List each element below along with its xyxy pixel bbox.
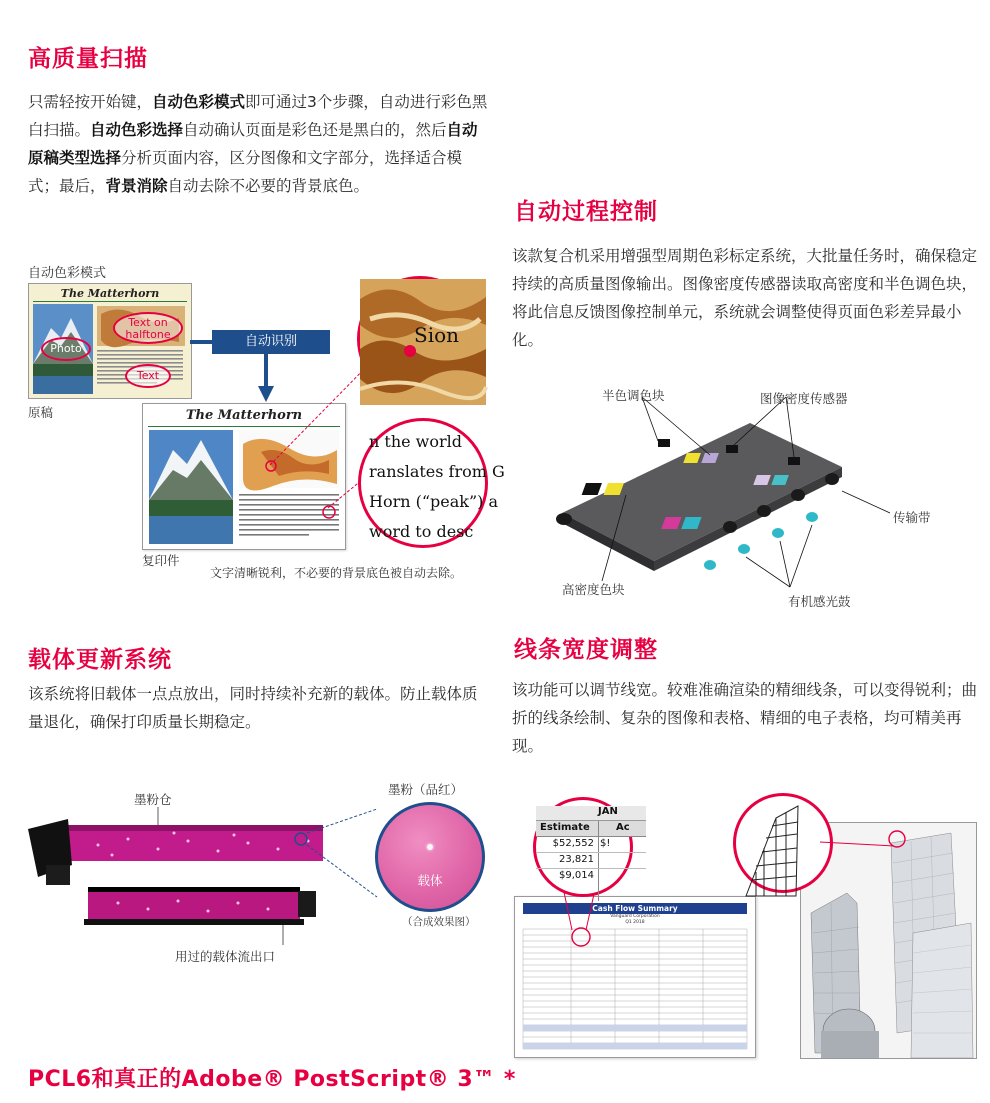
- scan-title: 高质量扫描: [28, 46, 148, 72]
- zoom-circle-building: [733, 793, 833, 893]
- building-zoom-leader: [820, 838, 900, 858]
- zoom-circle-sheet: JAN Estimate Ac $52,552 23,821 $9,014 $!: [533, 797, 633, 897]
- zoom-circle-map: [357, 276, 483, 402]
- original-document: [28, 283, 192, 399]
- scan-body-text: 自动去除不必要的背景底色。: [167, 177, 370, 195]
- label-drum: 有机感光鼓: [788, 594, 851, 609]
- zoom-map-town: Sion: [414, 323, 460, 347]
- scan-body-text: 自动确认页面是彩色还是黑白的，然后: [183, 121, 447, 139]
- tag-text: [125, 364, 171, 388]
- scan-caption: 文字清晰锐利，不必要的背景底色被自动去除。: [210, 566, 463, 580]
- tag-halftone-label: Text on halftone: [125, 316, 171, 341]
- zoom-sheet-value-3: $9,014: [559, 870, 594, 881]
- sheet-subtitle-1: Vanguard Corporation: [610, 914, 660, 919]
- scan-body-keyword: 自动色彩选择: [90, 121, 184, 139]
- zoom-sheet-col-estimate: Estimate: [540, 822, 590, 833]
- linewidth-title: 线条宽度调整: [514, 637, 658, 663]
- tag-text-label: Text: [136, 369, 160, 382]
- tag-photo-label: Photo: [50, 342, 82, 355]
- auto-detect-text: 自动识别: [244, 334, 297, 349]
- copy-doc-title: The Matterhorn: [185, 408, 303, 423]
- zoom-text-line-1: n the world: [369, 432, 463, 451]
- process-body: 该款复合机采用增强型周期色彩标定系统，大批量任务时，确保稳定持续的高质量图像输出。图像密度传感器读取高密度和半色调色块，将此信息反馈图像控制单元，系统就会调整使得页面色彩差异最小化。: [512, 247, 978, 349]
- label-toner-bin: 墨粉仓: [134, 792, 172, 807]
- scan-body-keyword: 背景消除: [105, 177, 168, 195]
- zoom-text-line-4: word to desc: [369, 522, 474, 541]
- sheet-title: Cash Flow Summary: [523, 903, 747, 914]
- zoom-text-line-2: ranslates from G: [369, 462, 505, 481]
- scan-body-text: 即可通过3个步骤，自动进行彩色黑白扫描。: [28, 93, 488, 139]
- carrier-body: 该系统将旧载体一点点放出，同时持续补充新的载体。防止载体质量退化，确保打印质量长期稳定。: [28, 685, 478, 731]
- zoom-sheet-value-1: $52,552: [552, 838, 594, 849]
- cash-flow-sheet: [514, 896, 756, 1058]
- sheet-grid: [515, 927, 755, 1057]
- carrier-title: 载体更新系统: [28, 647, 172, 673]
- label-halftone-patch: 半色调色块: [602, 388, 665, 403]
- original-doc-title: The Matterhorn: [60, 287, 160, 300]
- zoom-text-line-3: Horn (“peak”) a: [369, 492, 499, 511]
- label-outlet: 用过的载体流出口: [175, 949, 276, 964]
- label-belt: 传输带: [893, 510, 931, 525]
- zoom-circle-toner: [375, 802, 485, 912]
- sheet-zoom-leaders: [560, 890, 600, 940]
- zoom-carrier-label: 载体: [417, 873, 443, 888]
- scan-body-keyword: 自动色彩模式: [152, 93, 246, 111]
- belt-diagram: [550, 395, 850, 605]
- linewidth-body: 该功能可以调节线宽。较难准确渲染的精细线条，可以变得锐利；曲折的线条绘制、复杂的图像和表格、精细的电子表格，均可精美再现。: [512, 681, 978, 755]
- process-title: 自动过程控制: [514, 199, 658, 225]
- label-high-density-patch: 高密度色块: [562, 582, 625, 597]
- copy-label: 复印件: [142, 553, 180, 568]
- zoom-circle-text: [358, 418, 505, 548]
- scan-body-text: 分析页面内容，区分图像和文字部分，选择适合模式；最后，: [28, 149, 463, 195]
- footer-title: PCL6和真正的Adobe® PostScript® 3™ *: [28, 1067, 516, 1092]
- zoom-sheet-jan: JAN: [598, 806, 618, 817]
- zoom-sheet-col-actual: Ac: [616, 822, 630, 833]
- scan-body-text: 只需轻按开始键，: [28, 93, 153, 111]
- zoom-sheet-value-2: 23,821: [559, 854, 594, 865]
- tag-halftone: [113, 312, 183, 344]
- sheet-subtitle-2: Q1 2018: [625, 920, 645, 925]
- scan-body: [28, 88, 490, 200]
- original-label: 原稿: [28, 405, 54, 420]
- scan-body-keyword: 自动原稿类型选择: [28, 121, 478, 167]
- tag-photo: [41, 337, 91, 361]
- label-density-sensor: 图像密度传感器: [760, 391, 848, 406]
- label-toner-magenta: 墨粉（品红）: [388, 782, 464, 797]
- label-composite-note: （合成效果图）: [402, 916, 476, 928]
- auto-color-mode-label: 自动色彩模式: [28, 266, 107, 281]
